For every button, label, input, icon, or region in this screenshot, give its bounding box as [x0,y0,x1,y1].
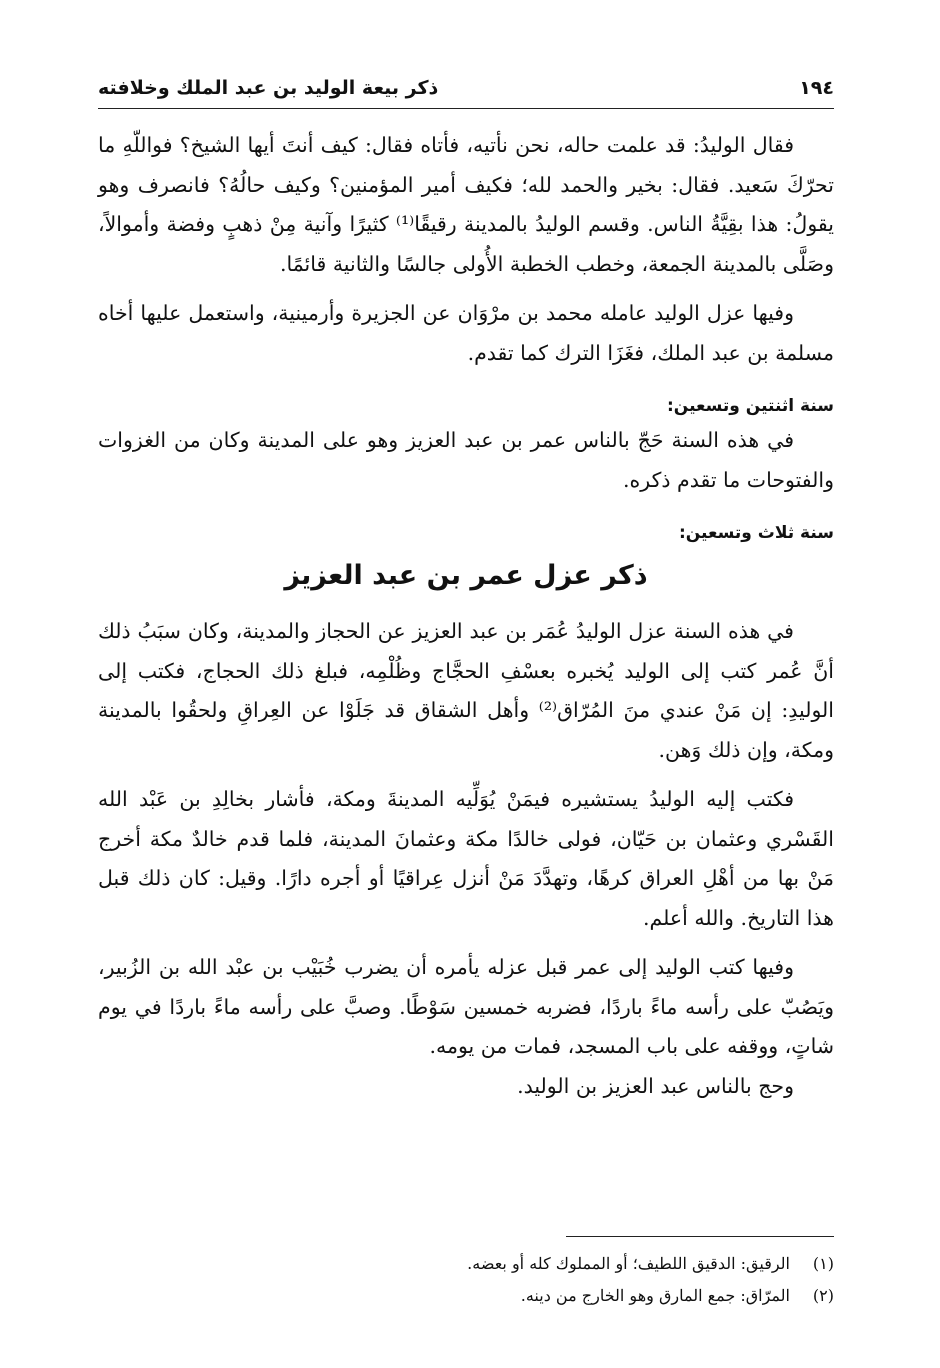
year-heading-93: سنة ثلاث وتسعين: [678,523,834,543]
running-title: ذكر بيعة الوليد بن عبد الملك وخلافته [98,77,439,99]
paragraph-7: وحج بالناس عبد العزيز بن الوليد. [517,1073,794,1098]
paragraph-5: فكتب إليه الوليدُ يستشيره فيمَنْ يُوَلِّيه المدينةَ ومكة، فأشار بخالِدِ بن عَبْد الله القَسْري وعثمان بن حَيّان، فولى خالدًا مكة وعثمانَ المدينة، فلما قدم خالدٌ مكة أخرج مَنْ بها من أهْلِ العراق كرهًا، وتهدَّدَ مَنْ أنزل عِراقيًا أو أجره دارًا. وقيل: كان ذلك قبل هذا التاريخ. والله أعلم. [98,787,834,930]
footnote-text: الرقيق: الدقيق اللطيف؛ أو المملوك كله أو بعضه. [467,1254,790,1273]
paragraph-1: فقال الوليدُ: قد علمت حاله، نحن نأتيه، فأتاه فقال: كيف أنتَ أيها الشيخ؟ فواللّهِ ما تحرّكَ سَعيد. فقال: بخير والحمد لله؛ فكيف أمير المؤمنين؟ وكيف حالُهُ؟ فانصرف وهو يقولُ: هذا بقِيَّةُ الناس. وقسم الوليدُ بالمدينة رقيقًا⁽¹⁾ كثيرًا وآنية مِنْ ذهبٍ وفضة وأموالاً، وصَلَّى بالمدينة الجمعة، وخطب الخطبة الأُولى جالسًا والثانية قائمًا. [98,133,834,276]
paragraph-2: وفيها عزل الوليد عامله محمد بن مرْوَان عن الجزيرة وأرمينية، واستعمل عليها أخاه مسلمة بن عبد الملك، فغَزَا الترك كما تقدم. [98,301,834,365]
section-title: ذكر عزل عمر بن عبد العزيز [284,560,648,591]
page-number: ١٩٤ [799,77,834,99]
paragraph-6: وفيها كتب الوليد إلى عمر قبل عزله يأمره أن يضرب خُبَيْب بن عبْد الله بن الزُبير، ويَصُبّ على رأسه ماءً باردًا، فضربه خمسين سَوْطًا. وصبَّ على رأسه ماءً باردًا في يوم شاتٍ، ووقفه على باب المسجد، فمات من يومه. [98,955,834,1058]
footnotes [98,1248,834,1312]
year-heading-92: سنة اثنتين وتسعين: [666,396,834,416]
footnote-text: المرّاق: جمع المارق وهو الخارج من دينه. [520,1286,790,1305]
body-text [98,126,834,1106]
footnote-1 [98,1248,834,1280]
paragraph-4: في هذه السنة عزل الوليدُ عُمَر بن عبد العزيز عن الحجاز والمدينة، وكان سبَبُ ذلك أنَّ عُمر كتب إلى الوليد يُخبره بعسْفِ الحجَّاج وظُلْمِه، فبلغ ذلك الحجاج، فكتب إلى الوليدِ: إن مَنْ عندي منَ المُرّاق⁽²⁾ وأهل الشقاق قد جَلَوْا عن العِراقِ ولحقُوا بالمدينة ومكة، وإن ذلك وَهن. [98,619,834,762]
book-page [98,0,834,1368]
footnote-number: (٢) [812,1286,834,1305]
footnote-rule [566,1236,834,1237]
footnote-number: (١) [812,1254,834,1273]
header-rule [98,108,834,109]
page-header [98,72,834,104]
paragraph-3: في هذه السنة حَجّ بالناس عمر بن عبد العزيز وهو على المدينة وكان من الغزوات والفتوحات ما تقدم ذكره. [98,428,834,492]
footnote-2 [98,1280,834,1312]
